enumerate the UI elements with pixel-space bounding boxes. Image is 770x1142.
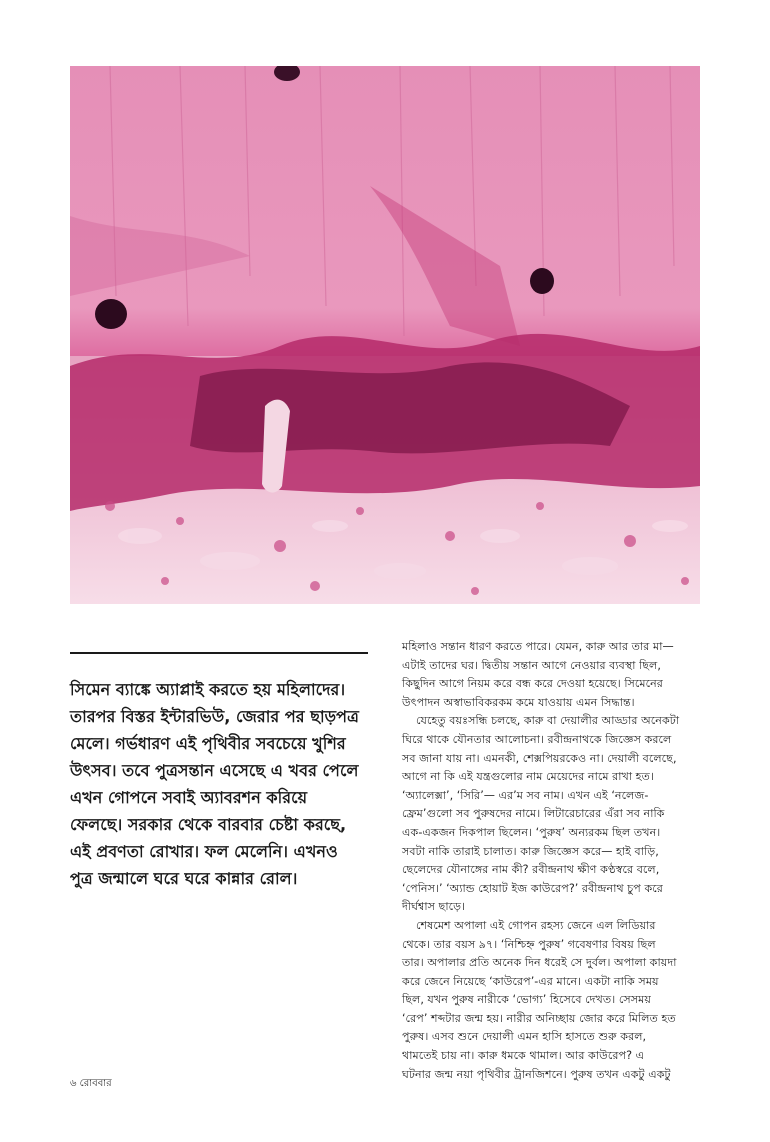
pullquote-line: সিমেন ব্যাঙ্কে অ্যাপ্লাই করতে হয় মহিলাদের। [70,680,346,699]
body-line: পুরুষ। এসব শুনে দেয়ালী এমন হাসি হাসতে শুরু করল, [402,1030,647,1044]
body-line: এক-একজন দিকপাল ছিলেন। ‘পুরুষ’ অন্যরকম ছিল তখন। [402,825,661,839]
body-line: করে জেনে নিয়েছে ‘কাউরেপ’-এর মানে। একটা নাকি সময় [402,974,659,988]
pullquote-line: ফেলছে। সরকার থেকে বারবার চেষ্টা করছে, [70,815,347,834]
body-line: আগে না কি এই যন্ত্রগুলোর নাম মেয়েদের নামে রাখা হত। [402,770,654,784]
body-line: ছেলেদের যৌনাঙ্গের নাম কী? রবীন্দ্রনাথ ক্ষীণ কণ্ঠস্বরে বলে, [402,863,660,877]
pullquote-rule [70,652,368,654]
body-line: তার। অপালার প্রতি অনেক দিন ধরেই সে দুর্বল। অপালা কায়দা [402,956,677,970]
pullquote-line: তারপর বিস্তর ইন্টারভিউ, জেরার পর ছাড়পত্র [70,707,359,726]
photo-illustration [70,66,700,604]
body-line: সব জানা যায় না। এমনকী, শেক্সপিয়রকেও না। দেয়ালী বলেছে, [402,751,677,765]
body-line: মহিলাও সন্তান ধারণ করতে পারে। যেমন, কারু আর তার মা— [402,640,674,653]
pullquote-line: মেলে। গর্ভধারণ এই পৃথিবীর সবচেয়ে খুশির [70,734,346,753]
body-line: ঘটনার জন্ম নয়া পৃথিবীর ট্রানজিশনে। পুরুষ তখন একটু একটু [402,1067,671,1081]
pullquote-line: উৎসব। তবে পুত্রসন্তান এসেছে এ খবর পেলে [70,761,359,780]
body-text-column [402,638,702,1084]
body-line: যেহেতু বয়ঃসন্ধি চলছে, কারু বা দেয়ালীর আড্ডার অনেকটা [416,714,680,728]
body-line: উৎপাদন অস্বাভাবিকরকম কমে যাওয়ায় এমন সিদ্ধান্ত। [402,695,635,709]
body-line: ‘অ্যালেক্সা’, ‘সিরি’— এর’ম সব নাম। এখন এই ‘নলেজ- [402,788,649,802]
body-line: কিছুদিন আগে নিয়ম করে বন্ধ করে দেওয়া হয়েছে। সিমেনের [402,677,663,691]
body-line: ‘পেনিস।’ ‘অ্যান্ড হোয়াট ইজ কাউরেপ?’ রবীন্দ্রনাথ চুপ করে [402,881,663,895]
body-line: এটাই তাদের ঘর। দ্বিতীয় সন্তান আগে নেওয়ার ব্যবস্থা ছিল, [402,658,661,672]
pullquote [70,676,370,892]
pullquote-line: পুত্র জন্মালে ঘরে ঘরে কান্নার রোল। [70,869,298,888]
body-line: ফ্রেম’গুলো সব পুরুষদের নামে। লিটারেচারের এঁরা সব নাকি [402,807,665,821]
magenta-photo [70,66,700,604]
page-folio: ৬ রোববার [70,1078,112,1089]
pullquote-line: এখন গোপনে সবাই অ্যাবরশন করিয়ে [70,788,308,807]
body-line: ছিল, যখন পুরুষ নারীকে ‘ভোগ্য’ হিসেবে দেখত। সেসময় [402,993,651,1007]
body-line: শেষমেশ অপালা এই গোপন রহস্য জেনে এল লিডিয়ার [416,918,656,932]
body-line: থেকে। তার বয়স ৯৭। ‘নিশ্চিহ্ন পুরুষ’ গবেষণার বিষয় ছিল [402,937,656,951]
body-line: ঘিরে থাকে যৌনতার আলোচনা। রবীন্দ্রনাথকে জিজ্ঞেস করলে [402,732,672,746]
body-line: ‘রেপ’ শব্দটার জন্ম হয়। নারীর অনিচ্ছায় জোর করে মিলিত হত [402,1011,676,1025]
body-line: দীর্ঘশ্বাস ছাড়ে। [402,900,466,914]
body-line: সবটা নাকি তারাই চালাত। কারু জিজ্ঞেস করে— হাই বাড়ি, [402,844,659,858]
body-line: থামতেই চায় না। কারু ধমকে থামাল। আর কাউরেপ? এ [402,1049,645,1063]
pullquote-line: এই প্রবণতা রোখার। ফল মেলেনি। এখনও [70,842,338,861]
